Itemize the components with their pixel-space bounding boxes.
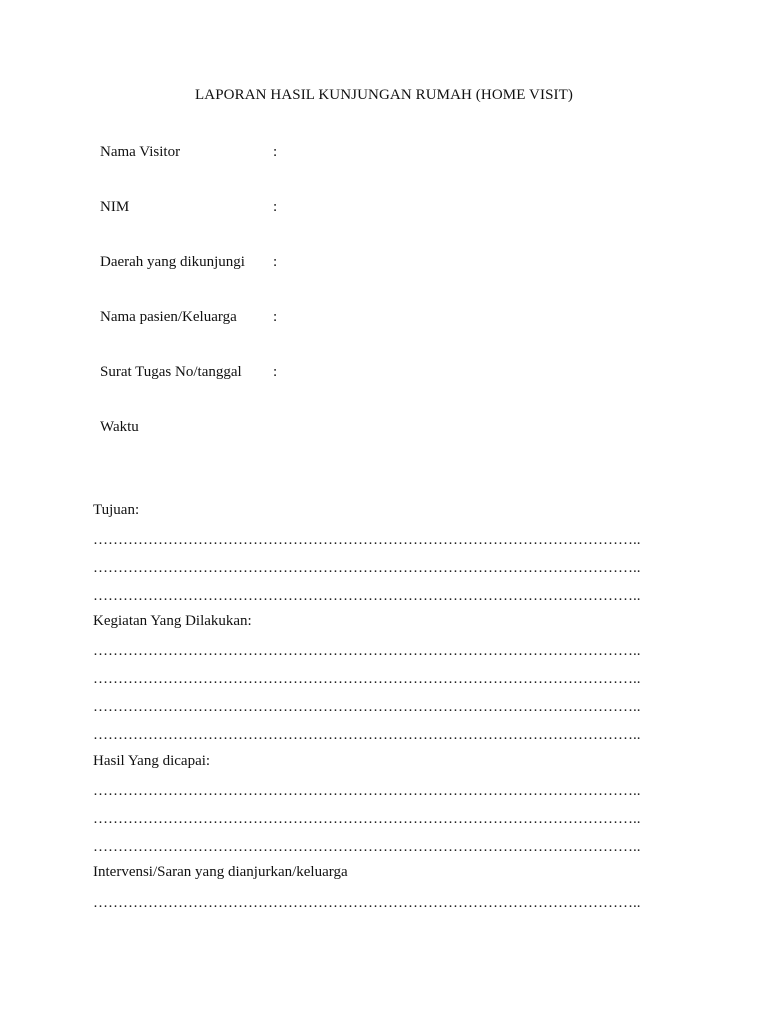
field-colon: :: [273, 199, 278, 215]
dotted-line: ………………………………………………………………………………………………..: [93, 671, 641, 687]
dotted-line: ………………………………………………………………………………………………..: [93, 783, 641, 799]
dotted-line: ………………………………………………………………………………………………..: [93, 588, 641, 604]
section-heading-kegiatan: Kegiatan Yang Dilakukan:: [93, 613, 252, 629]
field-label: Nama Visitor: [100, 144, 181, 160]
dotted-line: ………………………………………………………………………………………………..: [93, 839, 641, 855]
dotted-line: ………………………………………………………………………………………………..: [93, 532, 641, 548]
dotted-line: ………………………………………………………………………………………………..: [93, 811, 641, 827]
field-colon: :: [273, 364, 278, 380]
field-colon: :: [273, 309, 278, 325]
field-label: Daerah yang dikunjungi: [100, 254, 245, 270]
section-heading-tujuan: Tujuan:: [93, 502, 140, 518]
field-label: Nama pasien/Keluarga: [100, 309, 237, 325]
field-colon: :: [273, 144, 278, 160]
section-heading-intervensi: Intervensi/Saran yang dianjurkan/keluarga: [93, 864, 348, 880]
dotted-line: ………………………………………………………………………………………………..: [93, 895, 641, 911]
field-label: NIM: [100, 199, 130, 215]
field-label: Surat Tugas No/tanggal: [100, 364, 242, 380]
dotted-line: ………………………………………………………………………………………………..: [93, 643, 641, 659]
field-label: Waktu: [100, 419, 139, 435]
dotted-line: ………………………………………………………………………………………………..: [93, 560, 641, 576]
dotted-line: ………………………………………………………………………………………………..: [93, 727, 641, 743]
dotted-line: ………………………………………………………………………………………………..: [93, 699, 641, 715]
page-title: LAPORAN HASIL KUNJUNGAN RUMAH (HOME VISIT): [195, 87, 573, 103]
section-heading-hasil: Hasil Yang dicapai:: [93, 753, 211, 769]
field-colon: :: [273, 254, 278, 270]
